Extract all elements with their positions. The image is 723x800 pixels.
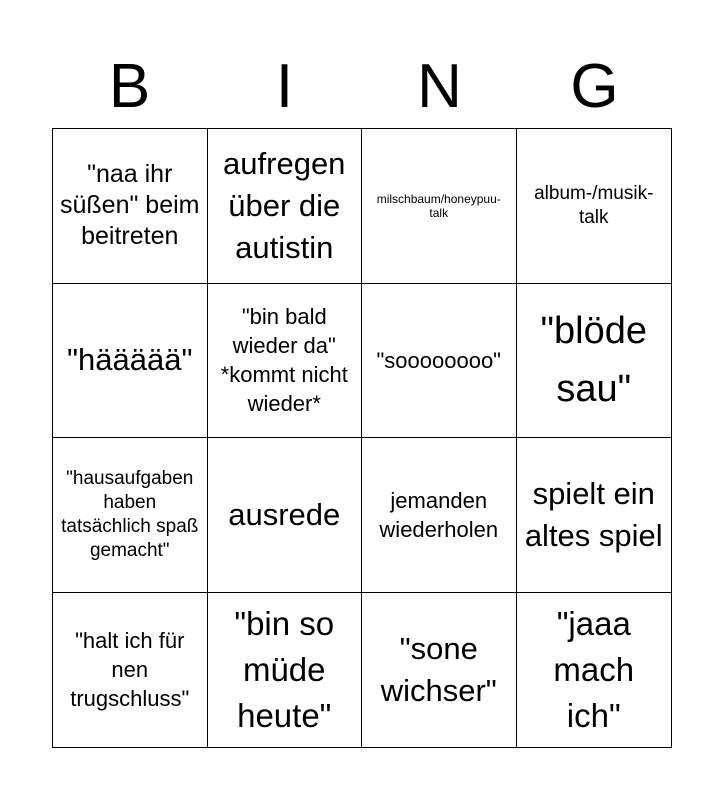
bingo-board [52, 128, 672, 748]
bingo-cell[interactable] [517, 129, 672, 284]
cell-text: "naa ihr süßen" beim beitreten [60, 160, 200, 251]
header-letter-g: G [570, 52, 619, 121]
bingo-cell[interactable] [517, 284, 672, 439]
cell-text: aufregen über die autistin [223, 145, 346, 265]
header-letter-n: N [417, 52, 462, 121]
cell-text: "häääää" [67, 342, 193, 378]
cell-text: "sone wichser" [380, 630, 497, 708]
bingo-cell[interactable] [208, 438, 363, 593]
bingo-cell[interactable] [208, 129, 363, 284]
cell-text: "hausaufgaben haben tatsächlich spaß gemacht" [61, 467, 199, 561]
cell-text: spielt ein altes spiel [524, 475, 663, 553]
bingo-cell[interactable] [362, 593, 517, 748]
bingo-cell[interactable] [208, 284, 363, 439]
bingo-cell[interactable] [53, 284, 208, 439]
cell-text: "bin bald wieder da" *kommt nicht wieder* [220, 304, 348, 417]
cell-text: "bin so müde heute" [234, 604, 335, 734]
bingo-cell[interactable] [362, 284, 517, 439]
bingo-cell[interactable] [517, 438, 672, 593]
cell-text: "halt ich für nen trugschluss" [70, 628, 190, 712]
cell-text: "jaaa mach ich" [553, 604, 635, 734]
bingo-cell[interactable] [208, 593, 363, 748]
cell-text: jemanden wiederholen [379, 487, 499, 542]
header-letter-i: I [275, 52, 294, 121]
header-letter-b: B [108, 52, 151, 121]
bingo-cell[interactable] [362, 438, 517, 593]
bingo-cell[interactable] [362, 129, 517, 284]
bingo-cell[interactable] [517, 593, 672, 748]
bingo-cell[interactable] [53, 593, 208, 748]
cell-text: "soooooooo" [376, 347, 501, 373]
bingo-cell[interactable] [53, 129, 208, 284]
cell-text: album-/musik-talk [534, 182, 654, 228]
cell-text: milschbaum/honeypuu-talk [376, 191, 501, 220]
bingo-header [52, 52, 672, 122]
cell-text: "blöde sau" [540, 310, 647, 411]
bingo-cell[interactable] [53, 438, 208, 593]
cell-text: ausrede [228, 496, 341, 532]
